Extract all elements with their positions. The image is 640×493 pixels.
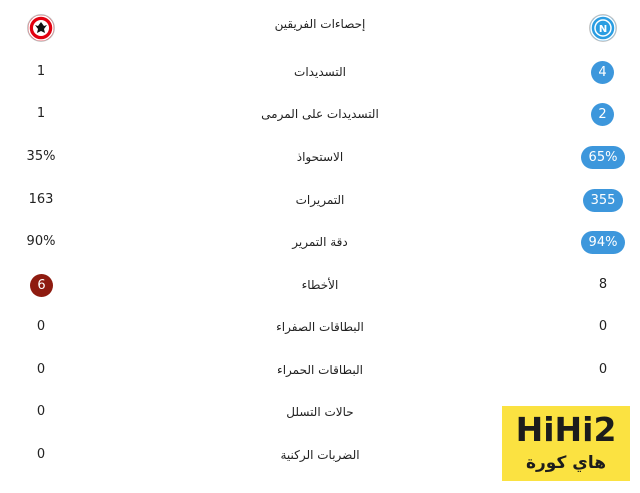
header-title: إحصاءات الفريقين bbox=[274, 17, 366, 31]
hihi2-watermark-logo bbox=[502, 406, 630, 481]
pass-accuracy-right-badge: 94% bbox=[581, 231, 625, 254]
watermark-arabic-text: هاي كورة bbox=[525, 453, 607, 473]
passes-left-value: 163 bbox=[28, 192, 54, 207]
header-row bbox=[0, 5, 640, 45]
eintracht-frankfurt-crest-icon bbox=[28, 15, 54, 41]
stat-row-red-cards bbox=[0, 353, 640, 387]
red-cards-label: البطاقات الحمراء bbox=[277, 363, 363, 377]
shots-label: التسديدات bbox=[294, 65, 346, 79]
shots-on-target-right-badge: 2 bbox=[591, 103, 614, 126]
pass-accuracy-label: دقة التمرير bbox=[292, 235, 348, 249]
stat-row-yellow-cards bbox=[0, 310, 640, 344]
corners-label: الضربات الركنية bbox=[280, 448, 360, 462]
yellow-cards-left-value: 0 bbox=[36, 319, 46, 334]
passes-right-badge: 355 bbox=[583, 189, 623, 212]
watermark-brand-text: HiHi2 bbox=[515, 410, 617, 449]
fouls-left-badge: 6 bbox=[30, 274, 53, 297]
yellow-cards-right-value: 0 bbox=[598, 319, 608, 334]
napoli-crest-icon bbox=[590, 15, 616, 41]
pass-accuracy-left-value: 90% bbox=[26, 234, 56, 249]
yellow-cards-label: البطاقات الصفراء bbox=[276, 320, 364, 334]
stat-row-shots-on-target bbox=[0, 97, 640, 131]
fouls-label: الأخطاء bbox=[301, 278, 339, 292]
stat-row-passes bbox=[0, 183, 640, 217]
svg-text:N: N bbox=[598, 24, 608, 35]
passes-label: التمريرات bbox=[295, 193, 345, 207]
fouls-right-value: 8 bbox=[598, 277, 608, 292]
red-cards-left-value: 0 bbox=[36, 362, 46, 377]
shots-right-badge: 4 bbox=[591, 61, 614, 84]
possession-right-badge: 65% bbox=[581, 146, 625, 169]
corners-left-value: 0 bbox=[36, 447, 46, 462]
stat-row-possession bbox=[0, 140, 640, 174]
stat-row-pass-accuracy bbox=[0, 225, 640, 259]
offsides-left-value: 0 bbox=[36, 404, 46, 419]
red-cards-right-value: 0 bbox=[598, 362, 608, 377]
shots-left-value: 1 bbox=[36, 64, 46, 79]
possession-label: الاستحواذ bbox=[296, 150, 344, 164]
stat-row-shots bbox=[0, 55, 640, 89]
stat-row-fouls bbox=[0, 268, 640, 302]
possession-left-value: 35% bbox=[26, 149, 56, 164]
shots-on-target-left-value: 1 bbox=[36, 106, 46, 121]
offsides-label: حالات التسلل bbox=[286, 405, 354, 419]
shots-on-target-label: التسديدات على المرمى bbox=[261, 107, 379, 121]
